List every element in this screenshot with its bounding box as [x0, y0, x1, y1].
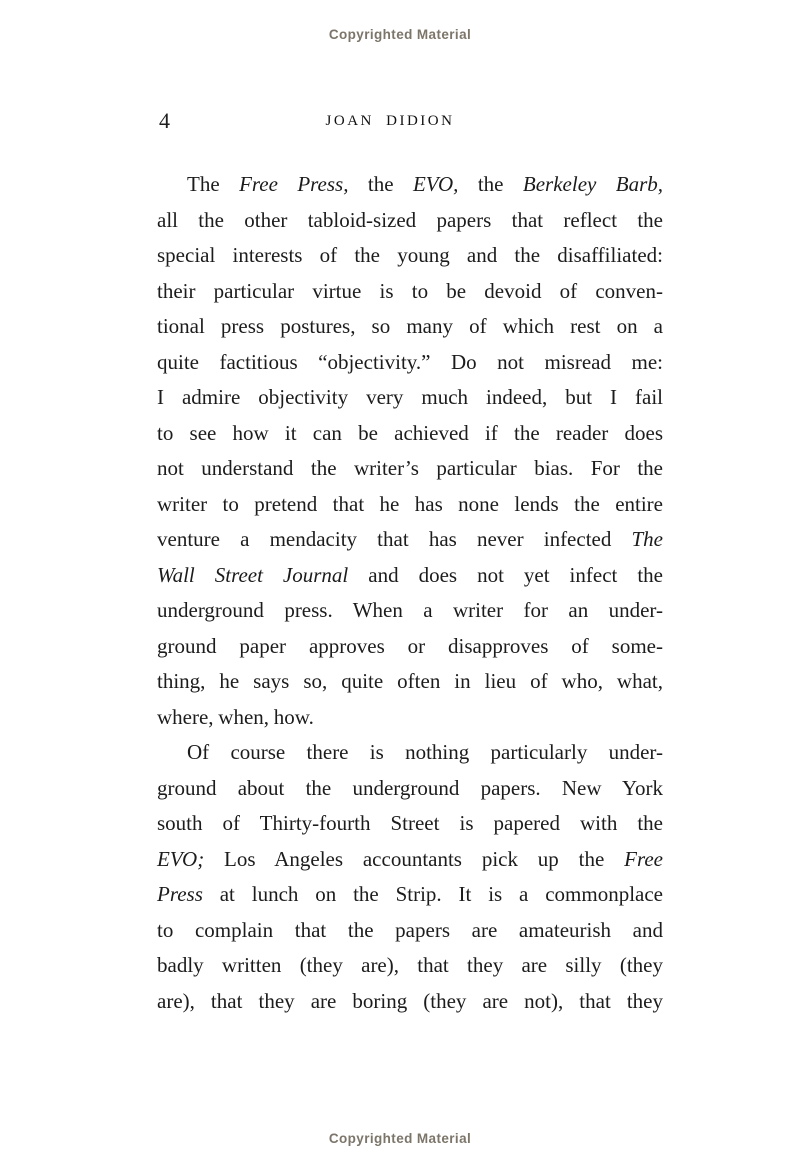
italic-text-segment: EVO, — [412, 172, 459, 196]
italic-text-segment: Free Press, — [239, 172, 349, 196]
text-segment: all the other tabloid-sized papers that reflect the — [157, 207, 663, 232]
text-segment: to see how it can be achieved if the reader does — [157, 420, 663, 445]
text-segment: are), that they are boring (they are not), that they — [157, 988, 663, 1013]
text-line — [157, 913, 663, 949]
text-line — [157, 806, 663, 842]
text-line — [157, 203, 663, 239]
italic-text-segment: EVO; — [157, 846, 205, 871]
page-number: 4 — [159, 108, 170, 133]
text-line — [157, 451, 663, 487]
text-line — [157, 487, 663, 523]
text-segment: tional press postures, so many of which rest on a — [157, 314, 663, 338]
text-segment: ground paper approves or disapproves of some- — [157, 633, 663, 658]
text-line — [157, 593, 663, 629]
text-segment: where, when, how. — [157, 704, 314, 729]
text-line — [157, 842, 663, 878]
text-segment: thing, he says so, quite often in lieu of who, what, — [157, 669, 663, 693]
text-line — [157, 558, 663, 594]
text-segment: the — [458, 172, 523, 196]
text-segment: The — [187, 172, 240, 196]
text-line — [157, 948, 663, 984]
text-line — [157, 380, 663, 416]
text-line — [157, 771, 663, 807]
running-header-author: JOAN DIDION — [325, 113, 455, 129]
copyright-banner-bottom: Copyrighted Material — [328, 1131, 472, 1146]
text-segment: Of course there is nothing particularly under- — [187, 740, 663, 764]
text-line — [157, 309, 663, 345]
text-segment: not understand the writer’s particular bias. For the — [157, 456, 663, 480]
text-line — [157, 877, 663, 913]
italic-text-segment: Berkeley Barb, — [522, 172, 664, 196]
text-segment: and does not yet infect the — [348, 562, 664, 587]
text-line — [157, 735, 663, 771]
text-segment: at lunch on the Strip. It is a commonplace — [202, 882, 663, 906]
text-segment: badly written (they are), that they are silly (they — [157, 953, 663, 977]
text-line — [157, 984, 663, 1020]
text-segment: their particular virtue is to be devoid of conven- — [157, 278, 663, 303]
text-line — [157, 167, 663, 203]
text-segment: to complain that the papers are amateurish and — [157, 917, 663, 942]
italic-text-segment: Press — [157, 882, 203, 906]
text-line — [157, 416, 663, 452]
italic-text-segment: Wall Street Journal — [157, 562, 349, 587]
italic-text-segment: The — [631, 527, 663, 551]
text-line — [157, 238, 663, 274]
text-line — [157, 700, 663, 736]
text-segment: the — [348, 172, 413, 196]
text-segment: I admire objectivity very much indeed, but I fail — [157, 385, 663, 409]
text-segment: ground about the underground papers. New York — [157, 775, 663, 800]
text-segment: venture a mendacity that has never infected — [157, 527, 632, 551]
text-segment: special interests of the young and the disaffiliated: — [157, 243, 663, 267]
italic-text-segment: Free — [624, 846, 663, 871]
text-line — [157, 629, 663, 665]
text-segment: underground press. When a writer for an under- — [157, 598, 663, 622]
text-line — [157, 664, 663, 700]
text-line — [157, 274, 663, 310]
text-segment: writer to pretend that he has none lends the entire — [157, 491, 663, 516]
text-line — [157, 345, 663, 381]
text-segment: quite factitious “objectivity.” Do not misread me: — [157, 349, 663, 374]
body-text — [157, 167, 663, 1019]
copyright-banner-top: Copyrighted Material — [328, 27, 472, 42]
text-segment: Los Angeles accountants pick up the — [204, 846, 625, 871]
text-segment: south of Thirty-fourth Street is papered with the — [157, 811, 663, 835]
text-line — [157, 522, 663, 558]
